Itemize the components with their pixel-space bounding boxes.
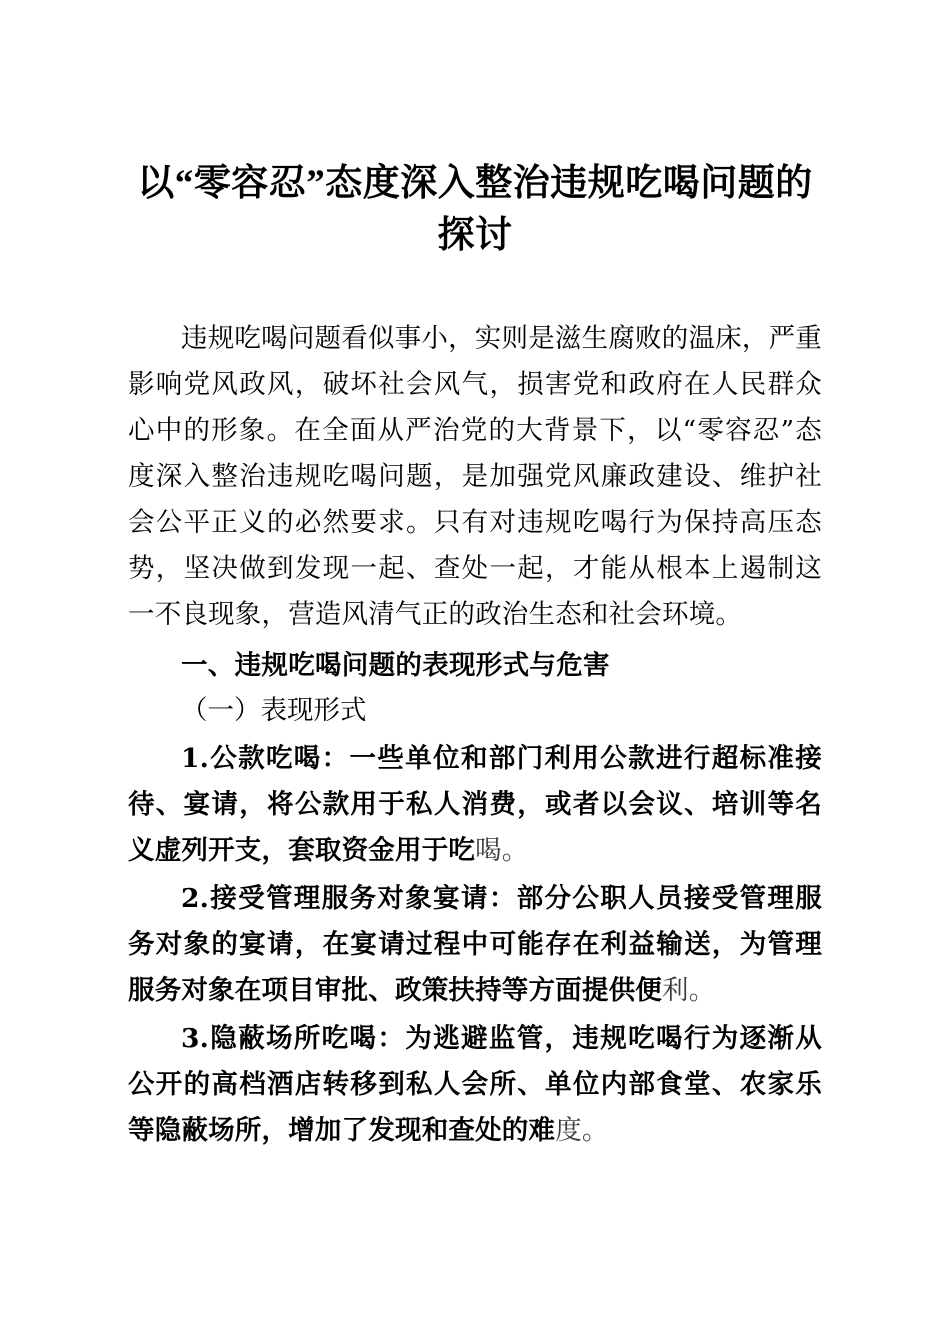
list-item-1-tail: 喝。 — [475, 835, 529, 866]
list-item-2-tail: 利。 — [662, 975, 716, 1006]
list-item-2 — [128, 876, 822, 1014]
page-title: 以“零容忍”态度深入整治违规吃喝问题的探讨 — [137, 163, 813, 256]
list-item-2-main: 2.接受管理服务对象宴请：部分公职人员接受管理服务对象的宴请，在宴请过程中可能存在利益输送，为管理服务对象在项目审批、政策扶持等方面提供便 — [128, 883, 822, 1006]
list-item-3-main: 3.隐蔽场所吃喝：为逃避监管，违规吃喝行为逐渐从公开的高档酒店转移到私人会所、单位内部食堂、农家乐等隐蔽场所，增加了发现和查处的难 — [128, 1023, 822, 1146]
list-item-1 — [128, 736, 822, 874]
list-item-1-main: 1.公款吃喝：一些单位和部门利用公款进行超标准接待、宴请，将公款用于私人消费，或者以会议、培训等名义虚列开支，套取资金用于吃 — [128, 743, 822, 866]
intro-paragraph: 违规吃喝问题看似事小，实则是滋生腐败的温床，严重影响党风政风，破坏社会风气，损害党和政府在人民群众心中的形象。在全面从严治党的大背景下，以“零容忍”态度深入整治违规吃喝问题，是加强党风廉政建设、维护社会公平正义的必然要求。只有对违规吃喝行为保持高压态势，坚决做到发现一起、查处一起，才能从根本上遏制这一不良现象，营造风清气正的政治生态和社会环境。 — [128, 323, 822, 630]
list-item-3-tail: 度。 — [555, 1115, 609, 1146]
document-content — [128, 0, 822, 1154]
list-item-3 — [128, 1016, 822, 1154]
section-heading-1: 一、违规吃喝问题的表现形式与危害 — [181, 650, 610, 680]
sub-heading-1-1: （一）表现形式 — [181, 695, 367, 726]
